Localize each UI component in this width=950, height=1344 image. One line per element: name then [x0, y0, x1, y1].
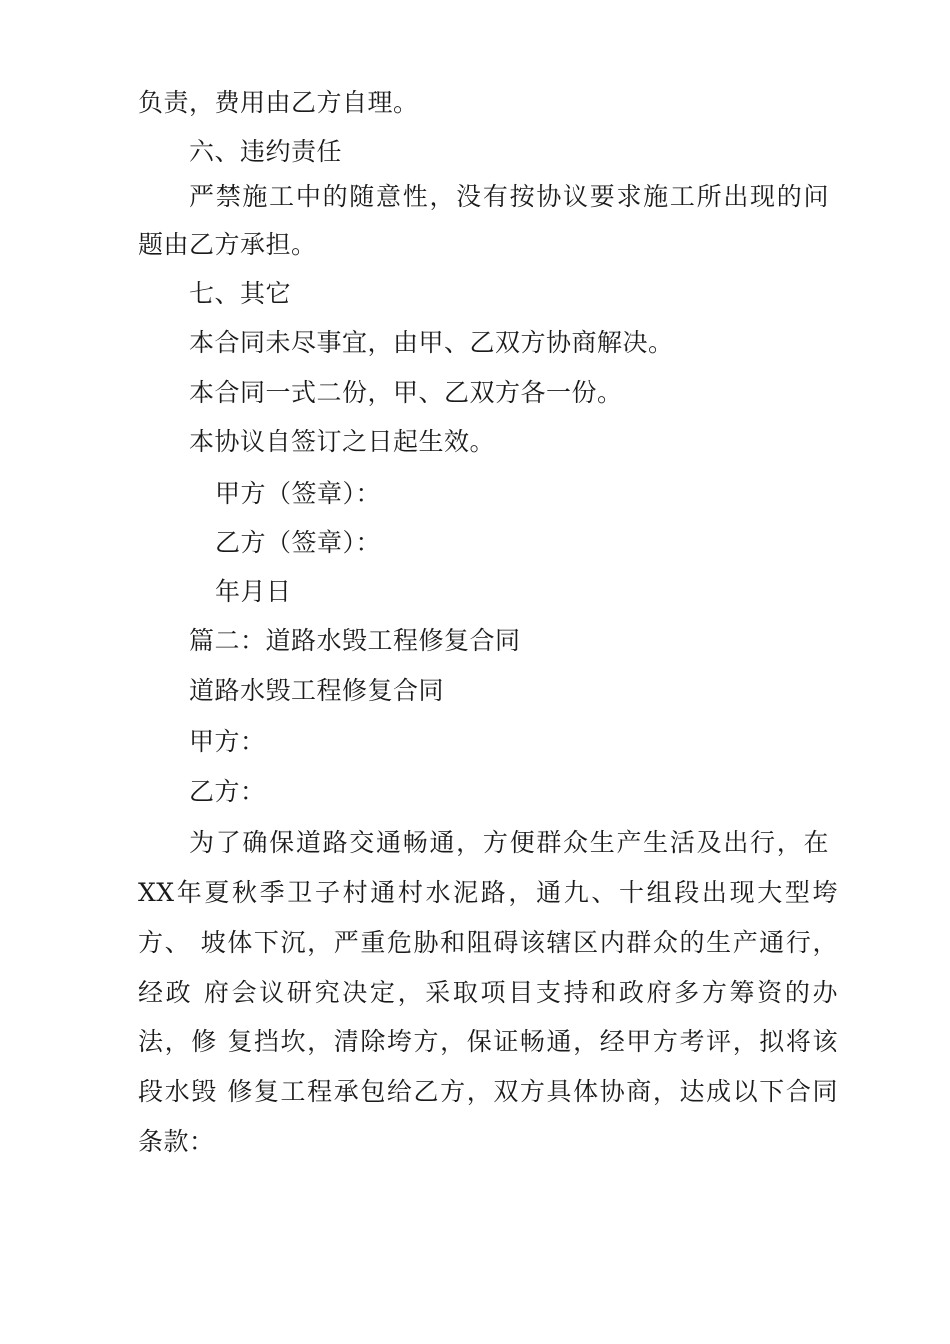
paragraph-line-2: XX年夏秋季卫子村通村水泥路，通九、十组段出现大型垮	[138, 878, 838, 907]
chapter-title: 篇二：道路水毁工程修复合同	[189, 626, 521, 655]
section-heading-breach: 六、违约责任	[189, 137, 343, 166]
paragraph-line-6: 段水毁 修复工程承包给乙方，双方具体协商，达成以下合同	[138, 1077, 838, 1106]
paragraph-line-7: 条款：	[138, 1127, 215, 1156]
paragraph-line-4: 经政 府会议研究决定，采取项目支持和政府多方筹资的办	[138, 978, 838, 1007]
party-b-label: 乙方：	[189, 777, 266, 806]
paragraph-line-5: 法，修 复挡坎，清除垮方，保证畅通，经甲方考评，拟将该	[138, 1027, 838, 1056]
text-line-1: 负责，费用由乙方自理。	[138, 88, 419, 117]
party-a-label: 甲方：	[189, 727, 266, 756]
signature-party-b: 乙方（签章）：	[215, 528, 382, 557]
contract-title: 道路水毁工程修复合同	[189, 676, 445, 705]
text-line-3: 严禁施工中的随意性，没有按协议要求施工所出现的问	[189, 182, 829, 211]
paragraph-line-1: 为了确保道路交通畅通，方便群众生产生活及出行，在	[189, 828, 829, 857]
text-line-4: 题由乙方承担。	[138, 230, 317, 259]
text-line-6: 本合同未尽事宜，由甲、乙双方协商解决。	[189, 328, 674, 357]
signature-date: 年月日	[215, 577, 292, 606]
section-heading-other: 七、其它	[189, 279, 292, 308]
signature-party-a: 甲方（签章）：	[215, 479, 382, 508]
text-line-8: 本协议自签订之日起生效。	[189, 427, 496, 456]
text-line-7: 本合同一式二份，甲、乙双方各一份。	[189, 378, 623, 407]
paragraph-line-3: 方、 坡体下沉，严重危胁和阻碍该辖区内群众的生产通行，	[138, 928, 838, 957]
